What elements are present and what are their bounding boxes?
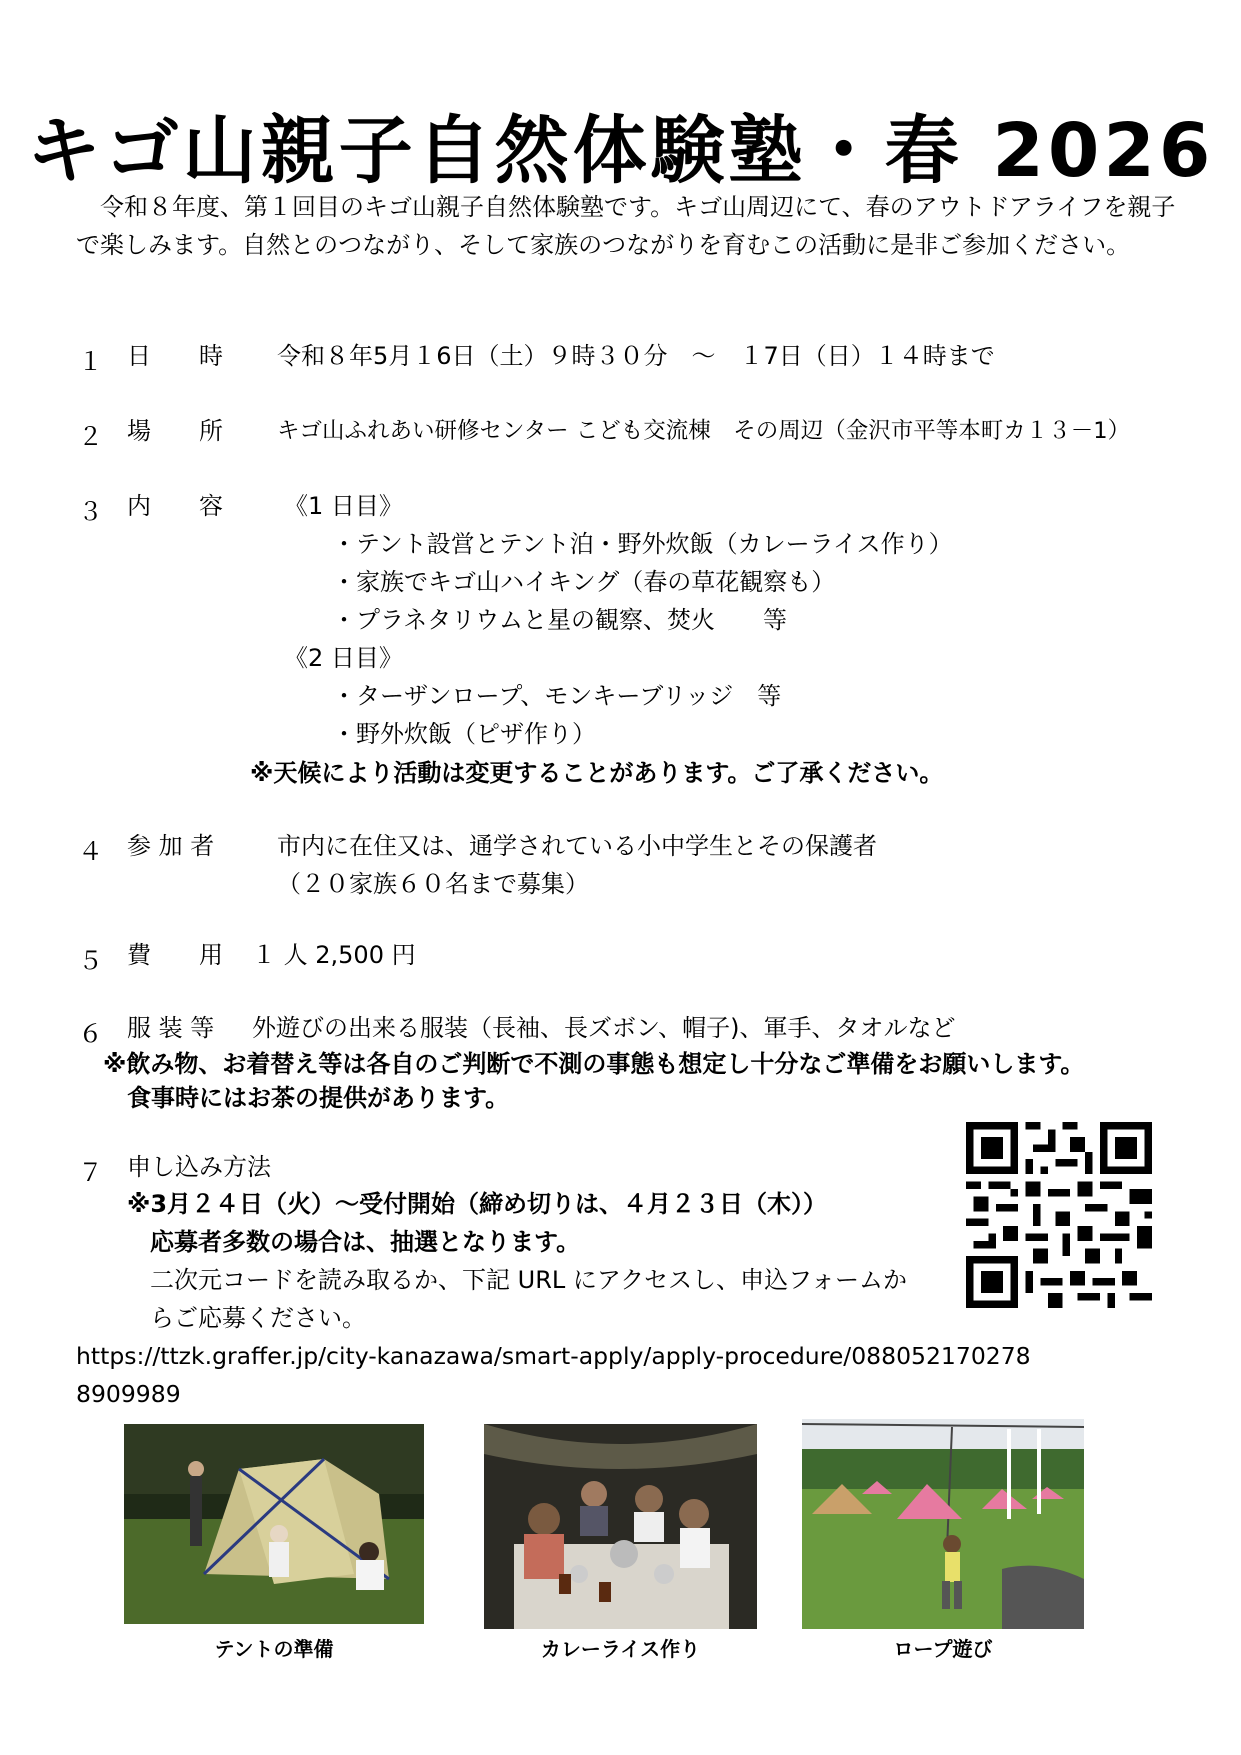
section-7-lottery-note: 応募者多数の場合は、抽選となります。 [150,1228,581,1256]
page-title: キゴ山親子自然体験塾・春 2026 [26,108,1215,194]
qr-code-icon[interactable] [966,1122,1152,1308]
section-2-number: ２ [78,422,104,451]
application-url[interactable]: 8909989 [76,1380,181,1408]
section-1-text: 令和８年5月１6日（土）９時３０分 ～ １7日（日）１４時まで [277,342,995,370]
section-3-label: 内 容 [127,492,223,520]
photo-caption: カレーライス作り [540,1637,701,1661]
section-1-number: １ [78,347,104,376]
photo-rope-play [802,1419,1084,1629]
section-3-day2-item: ・野外炊飯（ピザ作り） [332,720,596,748]
section-7-instruction: 二次元コードを読み取るか、下記 URL にアクセスし、申込フォームか [150,1266,907,1294]
section-7-deadline: ※3月２４日（火）～受付開始（締め切りは、４月２３日（木）） [127,1190,828,1218]
section-2-label: 場 所 [127,417,223,445]
section-6-note: 食事時にはお茶の提供があります。 [127,1084,510,1112]
section-7-instruction: らご応募ください。 [150,1304,366,1332]
section-6-label: 服 装 等 [127,1014,215,1042]
section-3-day1-item: ・家族でキゴ山ハイキング（春の草花観察も） [332,568,836,596]
section-4-number: ４ [78,837,104,866]
intro-paragraph: 令和８年度、第１回目のキゴ山親子自然体験塾です。キゴ山周辺にて、春のアウトドアライフを親子で楽しみます。自然とのつながり、そして家族のつながりを育むこの活動に是非ご参加ください。 [76,193,1176,259]
photo-caption: テントの準備 [214,1637,334,1661]
section-4-text: 市内に在住又は、通学されている小中学生とその保護者 [277,832,877,860]
section-4-text2: （２０家族６０名まで募集） [277,870,589,898]
section-1-label: 日 時 [127,342,223,370]
section-5-label: 費 用 [127,941,223,969]
section-7-label: 申し込み方法 [127,1153,271,1181]
section-5-text: １ 人 2,500 円 [252,941,416,969]
section-6-note: ※飲み物、お着替え等は各自のご判断で不測の事態も想定し十分なご準備をお願いします。 [103,1050,1085,1078]
section-3-day1-item: ・プラネタリウムと星の観察、焚火 等 [332,606,788,634]
section-4-label: 参 加 者 [127,832,215,860]
photo-curry-making [484,1424,757,1629]
section-6-text: 外遊びの出来る服装（長袖、長ズボン、帽子)、軍手、タオルなど [252,1014,956,1042]
section-3-number: ３ [78,497,104,526]
section-3-note: ※天候により活動は変更することがあります。ご了承ください。 [250,759,944,787]
photo-tent-preparation [124,1424,424,1624]
section-2-text: キゴ山ふれあい研修センター こども交流棟 その周辺（金沢市平等本町カ１３－1） [277,418,1131,444]
section-6-number: ６ [78,1019,104,1048]
photo-caption: ロープ遊び [893,1637,993,1661]
section-3-day2: 《2 日目》 [284,644,403,672]
section-3-day1-item: ・テント設営とテント泊・野外炊飯（カレーライス作り） [332,530,953,558]
section-7-number: ７ [78,1158,104,1187]
section-3-day1: 《1 日目》 [284,492,403,520]
section-5-number: ５ [78,946,104,975]
section-3-day2-item: ・ターザンロープ、モンキーブリッジ 等 [332,682,782,710]
application-url[interactable]: https://ttzk.graffer.jp/city-kanazawa/smart-apply/apply-procedure/088052170278 [76,1342,1031,1370]
